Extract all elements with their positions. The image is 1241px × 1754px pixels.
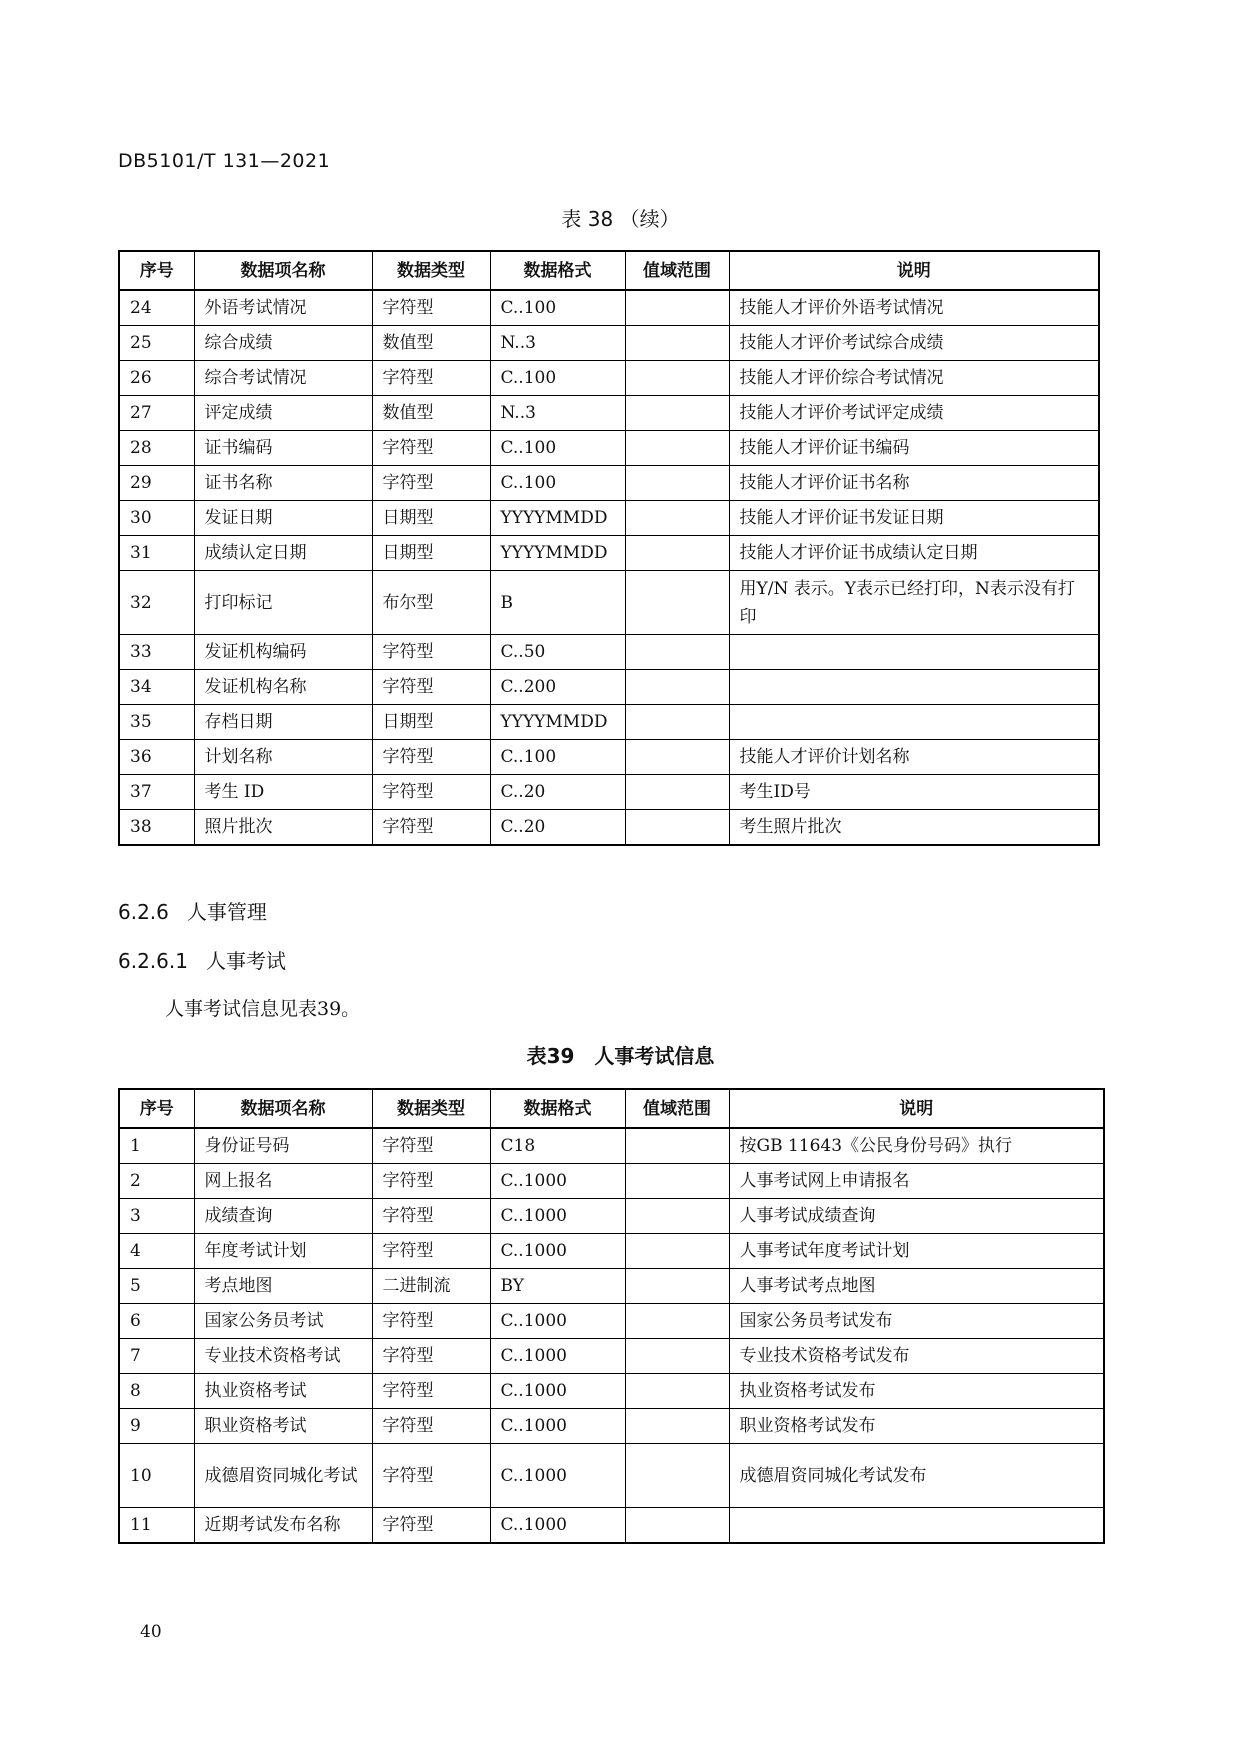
table-row [119, 1164, 1104, 1199]
table-cell [625, 635, 729, 670]
table-cell: 数值型 [372, 326, 490, 361]
table-cell [625, 571, 729, 635]
table-cell [729, 635, 1099, 670]
table-cell: 成德眉资同城化考试发布 [729, 1444, 1104, 1508]
table-cell: 字符型 [372, 1234, 490, 1269]
column-header: 序号 [119, 1089, 194, 1128]
table-cell: C..200 [490, 670, 625, 705]
column-header: 值域范围 [625, 1089, 729, 1128]
table-cell: 3 [119, 1199, 194, 1234]
table-cell [625, 396, 729, 431]
column-header: 说明 [729, 1089, 1104, 1128]
table-cell: 28 [119, 431, 194, 466]
table-cell: 技能人才评价综合考试情况 [729, 361, 1099, 396]
table-cell [625, 1269, 729, 1304]
table-cell [625, 810, 729, 846]
table-cell: 字符型 [372, 1128, 490, 1164]
table-cell: C..1000 [490, 1508, 625, 1544]
column-header: 数据格式 [490, 1089, 625, 1128]
table-cell: YYYYMMDD [490, 501, 625, 536]
table-cell: 24 [119, 290, 194, 326]
table-row [119, 326, 1099, 361]
table-cell: C..1000 [490, 1304, 625, 1339]
table-cell [625, 1128, 729, 1164]
table-cell: C..1000 [490, 1374, 625, 1409]
document-id: DB5101/T 131—2021 [118, 150, 331, 172]
table-cell: 8 [119, 1374, 194, 1409]
table-cell: 网上报名 [194, 1164, 372, 1199]
table-cell: 技能人才评价证书发证日期 [729, 501, 1099, 536]
table-cell: 日期型 [372, 501, 490, 536]
table-cell: 字符型 [372, 466, 490, 501]
table-cell: 38 [119, 810, 194, 846]
section-heading-6-2-6-1 [118, 945, 286, 974]
table-cell: 2 [119, 1164, 194, 1199]
table-row [119, 635, 1099, 670]
table-cell: 用Y/N 表示。Y表示已经打印，N表示没有打印 [729, 571, 1099, 635]
table-cell: 职业资格考试 [194, 1409, 372, 1444]
table-cell: 字符型 [372, 1409, 490, 1444]
table-cell: C..50 [490, 635, 625, 670]
table-cell: 技能人才评价考试评定成绩 [729, 396, 1099, 431]
table-cell: 字符型 [372, 1508, 490, 1544]
table-cell [729, 705, 1099, 740]
table-cell: 字符型 [372, 290, 490, 326]
column-header: 数据项名称 [194, 1089, 372, 1128]
table-cell: 字符型 [372, 1339, 490, 1374]
table-row [119, 1199, 1104, 1234]
table-cell: 年度考试计划 [194, 1234, 372, 1269]
table-cell: 外语考试情况 [194, 290, 372, 326]
table-cell: C..1000 [490, 1444, 625, 1508]
table-cell: 技能人才评价计划名称 [729, 740, 1099, 775]
table-cell: 人事考试网上申请报名 [729, 1164, 1104, 1199]
table-cell: 评定成绩 [194, 396, 372, 431]
table-row [119, 1508, 1104, 1544]
table-row [119, 740, 1099, 775]
table-row [119, 431, 1099, 466]
table-cell: 37 [119, 775, 194, 810]
table38-body [119, 290, 1099, 845]
table-cell: 国家公务员考试发布 [729, 1304, 1104, 1339]
table-cell [625, 1409, 729, 1444]
column-header: 说明 [729, 251, 1099, 290]
table-row [119, 396, 1099, 431]
table38 [118, 250, 1100, 846]
table-cell: YYYYMMDD [490, 536, 625, 571]
table-cell: 近期考试发布名称 [194, 1508, 372, 1544]
table-cell [625, 536, 729, 571]
column-header: 数据类型 [372, 1089, 490, 1128]
table-cell: 32 [119, 571, 194, 635]
table-cell: 字符型 [372, 1374, 490, 1409]
table-row [119, 1374, 1104, 1409]
table-cell: 综合考试情况 [194, 361, 372, 396]
table-cell [625, 1304, 729, 1339]
table-cell: 发证机构编码 [194, 635, 372, 670]
table-cell [625, 1374, 729, 1409]
table-cell [625, 670, 729, 705]
table-cell: 发证机构名称 [194, 670, 372, 705]
table-row [119, 775, 1099, 810]
table-cell: 人事考试年度考试计划 [729, 1234, 1104, 1269]
table-cell: 字符型 [372, 635, 490, 670]
table-cell [625, 1339, 729, 1374]
table-cell: 10 [119, 1444, 194, 1508]
table-cell: 30 [119, 501, 194, 536]
table-cell: 成绩认定日期 [194, 536, 372, 571]
table-cell: 证书编码 [194, 431, 372, 466]
table-cell: C..100 [490, 361, 625, 396]
table-row [119, 501, 1099, 536]
column-header: 序号 [119, 251, 194, 290]
table-cell: 专业技术资格考试 [194, 1339, 372, 1374]
table-cell: 9 [119, 1409, 194, 1444]
table-cell: 人事考试成绩查询 [729, 1199, 1104, 1234]
table-cell: C..20 [490, 775, 625, 810]
table-cell: 技能人才评价外语考试情况 [729, 290, 1099, 326]
table-cell: 证书名称 [194, 466, 372, 501]
table-cell: 按GB 11643《公民身份号码》执行 [729, 1128, 1104, 1164]
table-cell [729, 1508, 1104, 1544]
table-cell: 综合成绩 [194, 326, 372, 361]
table-cell: 字符型 [372, 810, 490, 846]
table-cell [625, 705, 729, 740]
table39 [118, 1088, 1105, 1544]
table-cell: 29 [119, 466, 194, 501]
table-cell: 技能人才评价考试综合成绩 [729, 326, 1099, 361]
table-row [119, 536, 1099, 571]
table-cell: 存档日期 [194, 705, 372, 740]
table-cell: 技能人才评价证书成绩认定日期 [729, 536, 1099, 571]
table-cell [625, 431, 729, 466]
table-row [119, 571, 1099, 635]
table-cell: 35 [119, 705, 194, 740]
section-number: 6.2.6.1 [118, 949, 188, 973]
column-header: 数据类型 [372, 251, 490, 290]
table-cell: 考生 ID [194, 775, 372, 810]
table-cell: 日期型 [372, 705, 490, 740]
table-cell: 36 [119, 740, 194, 775]
table39-title: 表39 人事考试信息 [526, 1044, 715, 1068]
table-cell: 字符型 [372, 1164, 490, 1199]
table38-header-row [119, 251, 1099, 290]
table-cell [625, 290, 729, 326]
table-cell: C..1000 [490, 1234, 625, 1269]
table-cell: 二进制流 [372, 1269, 490, 1304]
table-cell [625, 501, 729, 536]
table-cell: 专业技术资格考试发布 [729, 1339, 1104, 1374]
table-cell: 考点地图 [194, 1269, 372, 1304]
table-cell: 27 [119, 396, 194, 431]
table-cell [625, 1444, 729, 1508]
table-row [119, 361, 1099, 396]
table-cell: 数值型 [372, 396, 490, 431]
table-row [119, 290, 1099, 326]
table-cell: 字符型 [372, 740, 490, 775]
table-cell: C..100 [490, 290, 625, 326]
table-cell: 字符型 [372, 1199, 490, 1234]
column-header: 值域范围 [625, 251, 729, 290]
table38-title: 表 38 （续） [561, 207, 680, 231]
table-cell: 1 [119, 1128, 194, 1164]
table-cell [625, 1164, 729, 1199]
table-cell: 打印标记 [194, 571, 372, 635]
table-cell: 4 [119, 1234, 194, 1269]
table-cell [625, 740, 729, 775]
table39-body [119, 1128, 1104, 1543]
table-cell: C..20 [490, 810, 625, 846]
table-row [119, 1128, 1104, 1164]
table-row [119, 1444, 1104, 1508]
table-cell: 考生照片批次 [729, 810, 1099, 846]
table-cell: C..1000 [490, 1409, 625, 1444]
table-cell: 职业资格考试发布 [729, 1409, 1104, 1444]
table-row [119, 1409, 1104, 1444]
table-row [119, 670, 1099, 705]
table-cell [625, 326, 729, 361]
table-cell: C..1000 [490, 1199, 625, 1234]
table-cell: C..100 [490, 466, 625, 501]
table-cell: 33 [119, 635, 194, 670]
table-row [119, 1304, 1104, 1339]
table-cell: 执业资格考试发布 [729, 1374, 1104, 1409]
table-row [119, 705, 1099, 740]
table-cell: 字符型 [372, 361, 490, 396]
table-cell: 字符型 [372, 1304, 490, 1339]
table-row [119, 1234, 1104, 1269]
table-cell: C..1000 [490, 1164, 625, 1199]
table-cell: BY [490, 1269, 625, 1304]
table-cell: B [490, 571, 625, 635]
table-row [119, 1339, 1104, 1374]
table-cell: 考生ID号 [729, 775, 1099, 810]
table-cell [729, 670, 1099, 705]
table-cell: 身份证号码 [194, 1128, 372, 1164]
table-cell: N..3 [490, 326, 625, 361]
table-cell: 25 [119, 326, 194, 361]
table-cell: 技能人才评价证书名称 [729, 466, 1099, 501]
section-number: 6.2.6 [118, 900, 169, 924]
table-cell: C..100 [490, 431, 625, 466]
table-cell: 计划名称 [194, 740, 372, 775]
table-cell: C..1000 [490, 1339, 625, 1374]
table-cell: 31 [119, 536, 194, 571]
column-header: 数据格式 [490, 251, 625, 290]
table-cell: 布尔型 [372, 571, 490, 635]
table-cell: YYYYMMDD [490, 705, 625, 740]
table-row [119, 810, 1099, 846]
table-cell: 执业资格考试 [194, 1374, 372, 1409]
table39-header-row [119, 1089, 1104, 1128]
section-heading-6-2-6 [118, 896, 267, 925]
table-cell: 7 [119, 1339, 194, 1374]
table-cell: 成绩查询 [194, 1199, 372, 1234]
table-cell: 26 [119, 361, 194, 396]
table-row [119, 466, 1099, 501]
table-cell: C18 [490, 1128, 625, 1164]
table-cell [625, 1199, 729, 1234]
section-title: 人事考试 [205, 949, 286, 973]
table-cell: 字符型 [372, 775, 490, 810]
table-cell: 人事考试考点地图 [729, 1269, 1104, 1304]
table-cell: 字符型 [372, 1444, 490, 1508]
table-cell: C..100 [490, 740, 625, 775]
table-cell: 34 [119, 670, 194, 705]
table-cell: 日期型 [372, 536, 490, 571]
table-cell: 字符型 [372, 431, 490, 466]
section-paragraph: 人事考试信息见表39。 [165, 998, 361, 1020]
column-header: 数据项名称 [194, 251, 372, 290]
table-cell: 发证日期 [194, 501, 372, 536]
table-cell [625, 361, 729, 396]
table-row [119, 1269, 1104, 1304]
table-cell: 字符型 [372, 670, 490, 705]
table-cell [625, 775, 729, 810]
page-number: 40 [140, 1622, 162, 1642]
table-cell: 成德眉资同城化考试 [194, 1444, 372, 1508]
table-cell: 11 [119, 1508, 194, 1544]
table-cell: 照片批次 [194, 810, 372, 846]
table-cell [625, 1234, 729, 1269]
table-cell [625, 466, 729, 501]
table-cell: 国家公务员考试 [194, 1304, 372, 1339]
table-cell: 技能人才评价证书编码 [729, 431, 1099, 466]
section-title: 人事管理 [186, 900, 267, 924]
table-cell: N..3 [490, 396, 625, 431]
table-cell: 5 [119, 1269, 194, 1304]
table-cell: 6 [119, 1304, 194, 1339]
table-cell [625, 1508, 729, 1544]
